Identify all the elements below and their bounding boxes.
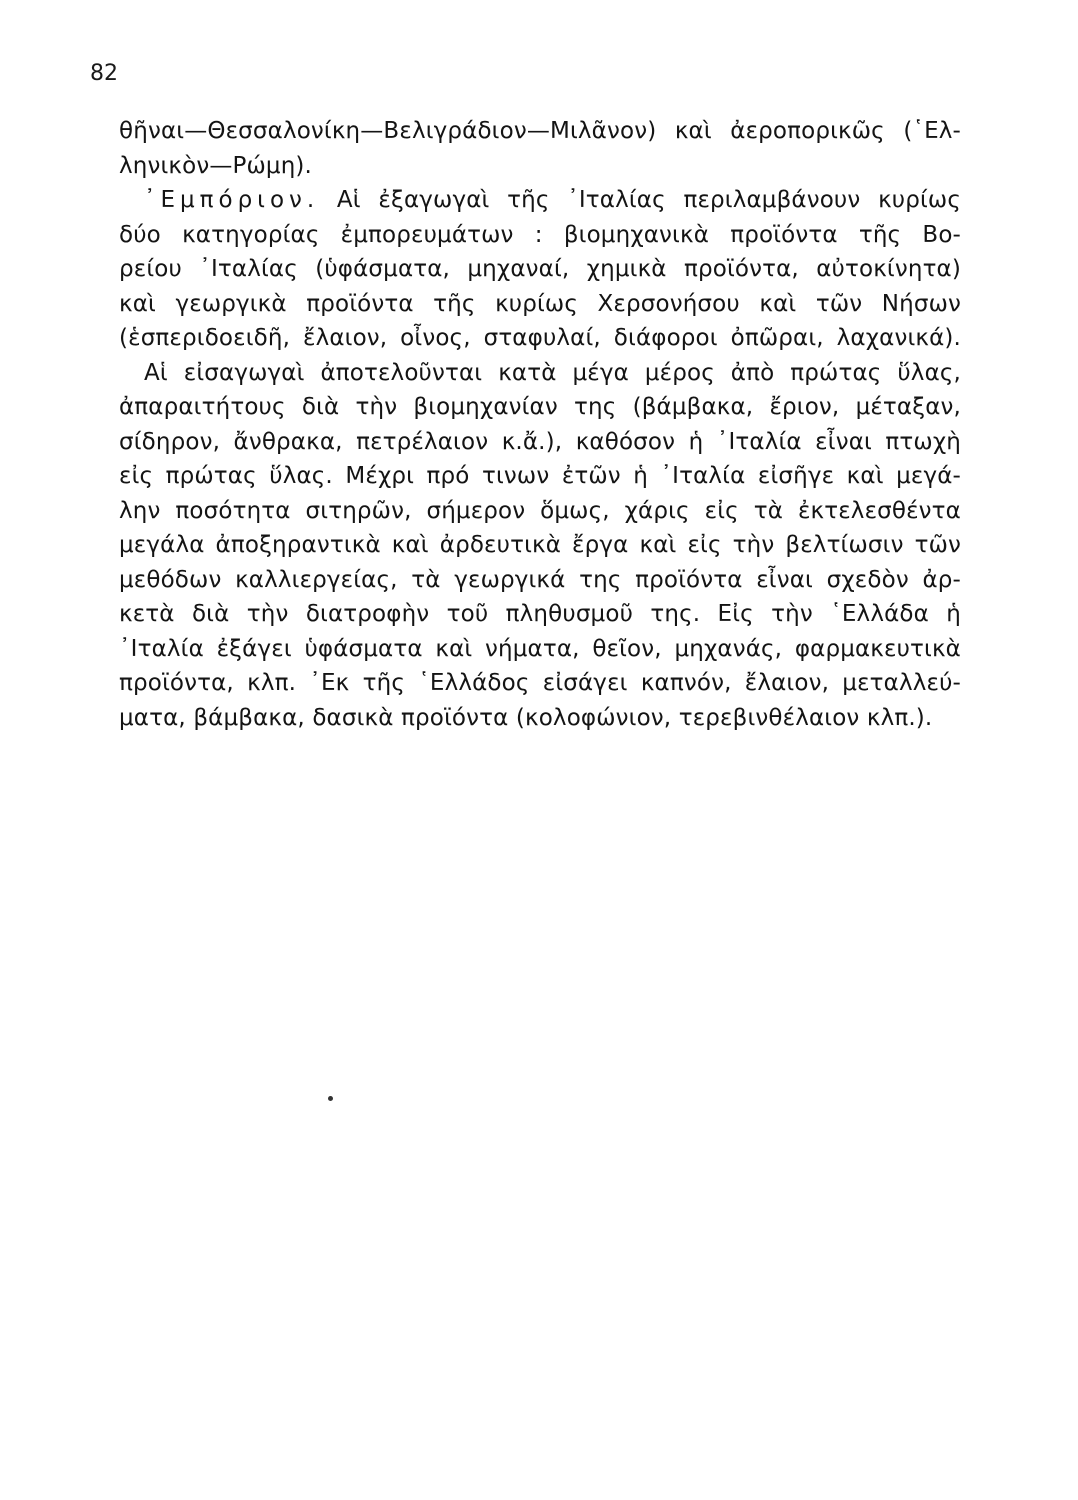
text-line (119, 183, 961, 218)
text-line: (ἑσπεριδοειδῆ, ἔλαιον, οἶνος, σταφυλαί, διάφοροι ὀπῶραι, λαχανικά). (119, 325, 961, 351)
text-line: σίδηρον, ἄνθρακα, πετρέλαιον κ.ἄ.), καθόσον ἡ ᾿Ιταλία εἶναι πτωχὴ (119, 428, 961, 455)
section-heading-commerce: ᾿Εμπόριον. (144, 187, 320, 213)
bleed-through-texture (110, 940, 980, 1360)
text-line: μεγάλα ἀποξηραντικὰ καὶ ἀρδευτικὰ ἔργα καὶ εἰς τὴν βελτίωσιν τῶν (119, 532, 961, 558)
text-line: Αἱ εἰσαγωγαὶ ἀποτελοῦνται κατὰ μέγα μέρος ἀπὸ πρώτας ὕλας, (144, 359, 961, 386)
text-line: λην ποσότητα σιτηρῶν, σήμερον ὅμως, χάρις εἰς τὰ ἐκτελεσθέντα (119, 497, 961, 524)
paragraph-commerce (119, 183, 961, 356)
text-line: κετὰ διὰ τὴν διατροφὴν τοῦ πληθυσμοῦ της. Εἰς τὴν ῾Ελλάδα ἡ (119, 601, 961, 627)
text-line: προϊόντα, κλπ. ᾿Εκ τῆς ῾Ελλάδος εἰσάγει καπνόν, ἔλαιον, μεταλλεύ- (119, 670, 961, 696)
ink-speck (328, 1096, 333, 1101)
paragraph-imports (119, 356, 961, 736)
text-fragment: Αἱ ἐξαγωγαὶ τῆς ᾿Ιταλίας περιλαμβάνουν κυρίως (336, 187, 961, 213)
text-line: ἀπαραιτήτους διὰ τὴν βιομηχανίαν της (βάμβακα, ἔριον, μέταξαν, (119, 394, 961, 420)
text-line: καὶ γεωργικὰ προϊόντα τῆς κυρίως Χερσονήσου καὶ τῶν Νήσων (119, 290, 961, 317)
paragraph-transport (119, 114, 961, 183)
page-number: 82 (90, 61, 118, 86)
text-line: μεθόδων καλλιεργείας, τὰ γεωργικά της προϊόντα εἶναι σχεδὸν ἀρ- (119, 566, 961, 593)
text-line: ρείου ᾿Ιταλίας (ὑφάσματα, μηχαναί, χημικὰ προϊόντα, αὐτοκίνητα) (119, 256, 961, 282)
text-line: δύο κατηγορίας ἐμπορευμάτων : βιομηχανικὰ προϊόντα τῆς Βο- (119, 221, 961, 248)
text-line: ματα, βάμβακα, δασικὰ προϊόντα (κολοφώνιον, τερεβινθέλαιον κλπ.). (119, 704, 933, 731)
body-text (119, 114, 961, 735)
text-line: ᾿Ιταλία ἐξάγει ὑφάσματα καὶ νήματα, θεῖον, μηχανάς, φαρμακευτικὰ (119, 635, 961, 662)
text-line: θῆναι—Θεσσαλονίκη—Βελιγράδιον—Μιλᾶνον) καὶ ἀεροπορικῶς (῾Ελ- (119, 118, 961, 144)
text-line: ληνικὸν—Ρώμη). (119, 152, 313, 179)
text-line: εἰς πρώτας ὕλας. Μέχρι πρό τινων ἐτῶν ἡ ᾿Ιταλία εἰσῆγε καὶ μεγά- (119, 463, 961, 489)
